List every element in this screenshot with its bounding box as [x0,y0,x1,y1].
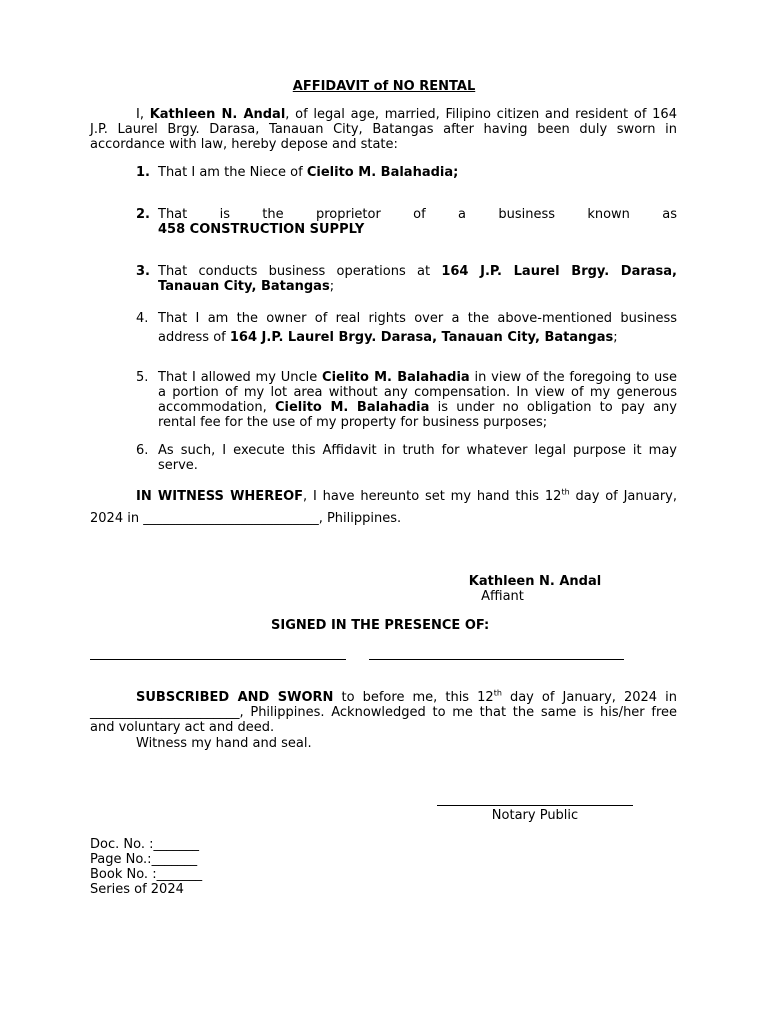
item-number: 2. [136,207,150,222]
business-name: 458 CONSTRUCTION SUPPLY [158,222,365,237]
item-text: is under no obligation to pay any rental fee for the use of my property for business purposes; [158,400,677,430]
subscribed-paragraph [90,690,677,735]
ordinal-suffix: th [493,688,502,698]
item-text: ; [329,279,335,294]
doc-no: Doc. No. :_______ [90,837,199,852]
item-number: 6. [136,443,149,458]
item-text-line: That is the proprietor of a business known as [158,207,677,222]
subscribed-text: to before me, this 12 [333,690,494,705]
signed-in-presence-heading: SIGNED IN THE PRESENCE OF: [271,618,490,633]
business-address: 164 J.P. Laurel Brgy. Darasa, Tanauan City, Batangas [229,330,614,345]
item-text: As such, I execute this Affidavit in truth for whatever legal purpose it may serve. [158,443,677,473]
item-text: That conducts business operations at [158,264,442,279]
affiant-name-inline: Kathleen N. Andal [149,107,286,122]
place-blank: _______________________ [90,705,240,720]
item-text-line: That I am the owner of real rights over a the above-mentioned business [158,311,677,326]
witness-text: , Philippines. [318,511,402,526]
item-text: in view of the foregoing to use a portion of my lot area without any compensation. In view of my generous accommodation, [158,370,677,415]
witness-paragraph [90,486,677,530]
uncle-name: Cielito M. Balahadia [274,400,430,415]
item-text: That I allowed my Uncle [158,370,323,385]
list-item-5 [136,370,677,430]
witness-hand-seal: Witness my hand and seal. [136,736,312,751]
item-bold: Cielito M. Balahadia; [306,165,459,180]
list-item-6 [136,443,677,473]
witness-signature-line-1 [90,659,346,660]
item-number: 3. [136,264,150,279]
witness-text: day of January, 2024 in [90,489,677,526]
item-text: ; [613,330,618,345]
subscribed-heading: SUBSCRIBED AND SWORN [136,690,334,705]
subscribed-text: , Philippines. Acknowledged to me that the same is his/her free and voluntary act and deed. [90,705,677,735]
page-no: Page No.:_______ [90,852,198,867]
item-number: 1. [136,165,150,180]
affiant-name: Kathleen N. Andal [468,574,602,589]
uncle-name: Cielito M. Balahadia [322,370,470,385]
book-no: Book No. :_______ [90,867,203,882]
list-item-3 [136,264,677,294]
notary-label: Notary Public [491,808,579,823]
doc-numbers-block [90,837,340,897]
business-address: 164 J.P. Laurel Brgy. Darasa, Tanauan City, Batangas [158,264,677,294]
witness-signature-line-2 [369,659,624,660]
witness-text: , I have hereunto set my hand this 12 [303,489,562,504]
document-title: AFFIDAVIT of NO RENTAL [292,79,476,94]
list-item-4 [136,311,677,345]
item-number: 5. [136,370,149,385]
notary-signature-line [437,805,633,806]
ordinal-suffix: th [561,487,570,497]
series-year: Series of 2024 [90,882,184,897]
item-text: address of [158,330,230,345]
intro-pre: I, [136,107,150,122]
list-item-2 [136,207,677,237]
affiant-label: Affiant [481,589,524,604]
intro-paragraph [90,107,677,152]
place-blank: ___________________________ [143,511,319,526]
item-number: 4. [136,311,149,326]
subscribed-text: day of January, 2024 in [501,690,677,705]
list-item-1 [136,165,677,180]
witness-heading: IN WITNESS WHEREOF [136,489,304,504]
intro-post: , of legal age, married, Filipino citizen and resident of 164 J.P. Laurel Brgy. Darasa, Tanauan City, Batangas after having been duly sworn in accordance with law, hereby depose and state: [90,107,677,152]
item-text: That I am the Niece of [158,165,307,180]
